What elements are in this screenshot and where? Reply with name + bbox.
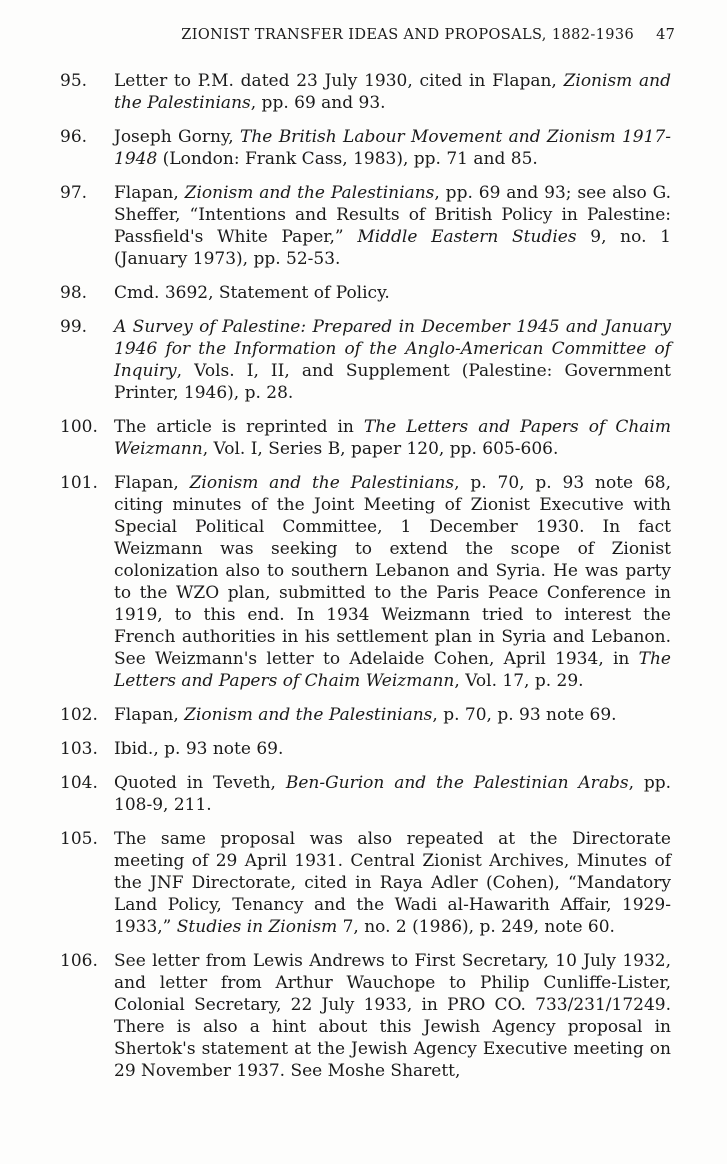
cited-work-title: The Letters and Papers of Chaim Weizmann [114,417,671,459]
note-text-segment: Quoted in Teveth, [114,773,286,793]
endnote [60,738,671,760]
note-text-segment: , Vols. I, II, and Supplement (Palestine: Government Printer, 1946), p. 28. [114,361,671,403]
endnote [60,772,671,816]
endnotes-list [60,70,671,1094]
endnote-number: 99. [60,317,88,337]
cited-work-title: Zionism and the Palestinians [114,71,671,113]
page-number: 47 [656,27,675,43]
note-text-segment: Joseph Gorny, [114,127,240,147]
endnote-text [114,950,671,1082]
endnote-text [114,316,671,404]
endnote-number: 106. [60,951,98,971]
note-text-segment: Ibid., p. 93 note 69. [114,739,284,759]
cited-work-title: Middle Eastern Studies [357,227,577,247]
endnote-text [114,704,671,726]
endnote-number: 98. [60,283,88,303]
running-header-title: ZIONIST TRANSFER IDEAS AND PROPOSALS, 1882-1936 [181,27,635,43]
cited-work-title: Zionism and the Palestinians [184,183,435,203]
endnote [60,704,671,726]
cited-work-title: Ben-Gurion and the Palestinian Arabs [285,773,629,793]
endnote-text [114,70,671,114]
endnote-number: 105. [60,829,98,849]
cited-work-title: Zionism and the Palestinians [184,705,433,725]
note-text-segment: Letter to P.M. dated 23 July 1930, cited in Flapan, [114,71,564,91]
endnote [60,950,671,1082]
note-text-segment: The same proposal was also repeated at the Directorate meeting of 29 April 1931. Central Zionist Archives, Minutes of the JNF Directorate, cited in Raya Adler (Cohen), “Mandatory Land Policy, Tenancy and the Wadi al-Hawarith Affair, 1929-1933,” [114,829,671,937]
cited-work-title: Zionism and the Palestinians [189,473,455,493]
note-text-segment: The article is reprinted in [114,417,364,437]
endnote-number: 101. [60,473,98,493]
cited-work-title: A Survey of Palestine: Prepared in December 1945 and January 1946 for the Information of the Anglo-American Committee of Inquiry [114,317,671,381]
endnote-number: 102. [60,705,98,725]
note-text-segment: , Vol. I, Series B, paper 120, pp. 605-606. [202,439,559,459]
endnote-text [114,126,671,170]
cited-work-title: The British Labour Movement and Zionism 1917-1948 [114,127,671,169]
endnote-number: 95. [60,71,88,91]
endnote-text [114,282,671,304]
endnote-text [114,738,671,760]
note-text-segment: , p. 70, p. 93 note 69. [432,705,617,725]
note-text-segment: See letter from Lewis Andrews to First Secretary, 10 July 1932, and letter from Arthur Wauchope to Philip Cunliffe-Lister, Colonial Secretary, 22 July 1933, in PRO CO. 733/231/17249. There is also a hint about this Jewish Agency proposal in Shertok's statement at the Jewish Agency Executive meeting on 29 November 1937. See Moshe Sharett, [114,951,671,1081]
endnote-text [114,472,671,692]
note-text-segment: , pp. 108-9, 211. [114,773,672,815]
note-text-segment: Flapan, [114,705,185,725]
endnote [60,472,671,692]
endnote [60,126,671,170]
endnote-number: 96. [60,127,88,147]
note-text-segment: 9, no. 1 (January 1973), pp. 52-53. [114,227,671,269]
endnote-text [114,182,671,270]
note-text-segment: Cmd. 3692, Statement of Policy. [114,283,390,303]
note-text-segment: , pp. 69 and 93. [250,93,386,113]
note-text-segment: (London: Frank Cass, 1983), pp. 71 and 85. [157,149,538,169]
endnote [60,70,671,114]
endnote-number: 103. [60,739,98,759]
endnote-text [114,772,671,816]
note-text-segment: , Vol. 17, p. 29. [454,671,584,691]
running-header [181,27,675,43]
note-text-segment: , p. 70, p. 93 note 68, citing minutes of the Joint Meeting of Zionist Executive with Special Political Committee, 1 December 1930. In fact Weizmann was seeking to extend the scope of Zionist colonization also to southern Lebanon and Syria. He was party to the WZO plan, submitted to the Paris Peace Conference in 1919, to this end. In 1934 Weizmann tried to interest the French authorities in his settlement plan in Syria and Lebanon. See Weizmann's letter to Adelaide Cohen, April 1934, in [114,473,671,669]
endnote [60,416,671,460]
endnote-number: 100. [60,417,98,437]
note-text-segment: Flapan, [114,473,190,493]
note-text-segment: 7, no. 2 (1986), p. 249, note 60. [337,917,615,937]
note-text-segment: , pp. 69 and 93; see also G. Sheffer, “Intentions and Results of British Policy in Palestine: Passfield's White Paper,” [114,183,671,247]
endnote-text [114,416,671,460]
endnote-text [114,828,671,938]
endnote [60,282,671,304]
endnote-number: 97. [60,183,88,203]
note-text-segment: Flapan, [114,183,185,203]
endnote [60,828,671,938]
endnote [60,182,671,270]
cited-work-title: Studies in Zionism [176,917,338,937]
cited-work-title: The Letters and Papers of Chaim Weizmann [114,649,671,691]
endnote-number: 104. [60,773,98,793]
endnote [60,316,671,404]
